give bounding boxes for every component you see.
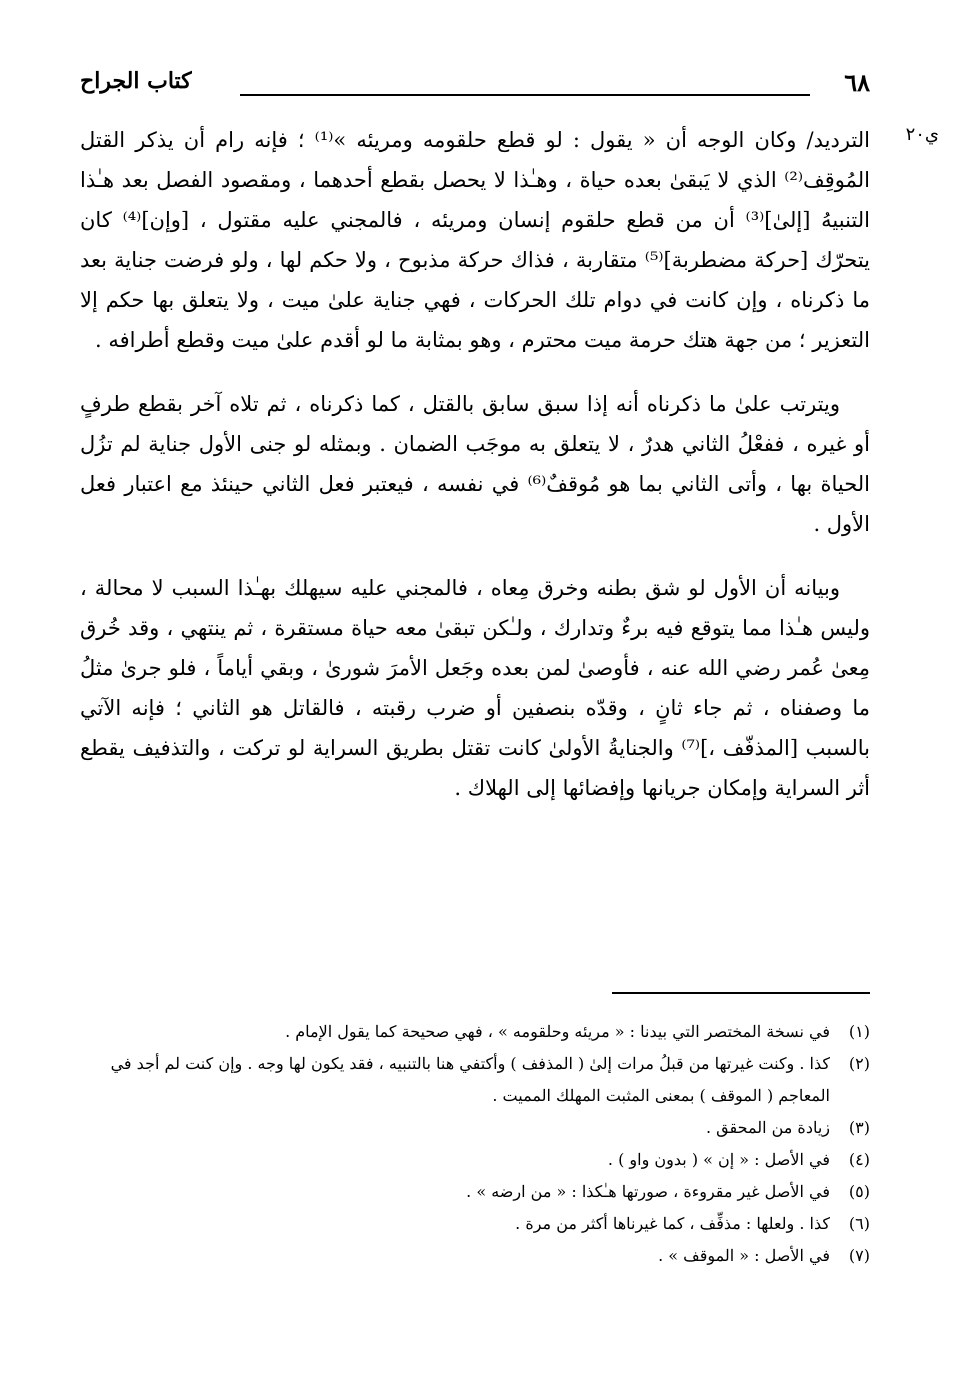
footnote-text: في الأصل غير مقروءة ، صورتها هـٰكذا : « من ارضه » . xyxy=(466,1182,830,1201)
footnote-number: (٤) xyxy=(848,1150,870,1169)
paragraph-1: الترديد/ وكان الوجه أن « يقول : لو قطع حلقومه ومريئه »⁽¹⁾ ؛ فإنه رام أن يذكر القتل المُوقِف⁽²⁾ الذي لا يَبقىٰ بعده حياة ، وهـٰذا لا يحصل بقطع أحدهما ، ومقصود الفصل بعد هـٰذا التنبيهُ [إلىٰ]⁽³⁾ أن من قطع حلقوم إنسان ومريئه ، فالمجني عليه مقتول ، [وإن]⁽⁴⁾ كان يتحرّك [حركة مضطربة]⁽⁵⁾ متقاربة ، فذاك حركة مذبوح ، ولا حكم لها ، ولو فرضت جناية بعد ما ذكرناه ، وإن كانت في دوام تلك الحركات ، فهي جناية علىٰ ميت ، ولا يتعلق بها حكم إلا التعزير ؛ من جهة هتك حرمة ميت محترم ، وهو بمثابة ما لو أقدم علىٰ ميت وقطع أطرافه . xyxy=(80,128,871,352)
footnote-text: زيادة من المحقق . xyxy=(706,1118,830,1137)
footnote-1 xyxy=(80,1016,870,1048)
footnote-text: في نسخة المختصر التي بيدنا : « مريئه وحلقومه » ، فهي صحيحة كما يقول الإمام . xyxy=(285,1022,830,1041)
footnote-text: في الأصل : « إن » ( بدون واو ) . xyxy=(607,1150,830,1169)
margin-manuscript-ref: ي٢٠ xyxy=(905,124,939,145)
footnote-number: (٢) xyxy=(848,1054,870,1073)
paragraph-3: وبيانه أن الأول لو شق بطنه وخرق مِعاه ، فالمجني عليه سيهلك بهـٰذا السبب لا محالة ، وليس هـٰذا مما يتوقع فيه برءٌ وتدارك ، ولـٰكن تبقىٰ معه حياة مستقرة ، ثم ينتهي ، وقد خُرق مِعىٰ عُمر رضي الله عنه ، فأوصىٰ لمن بعده وجَعل الأمرَ شورىٰ ، وبقي أياماً ، فلو جرىٰ مثلُ ما وصفناه ، ثم جاء ثانٍ ، وقدّه بنصفين أو ضرب رقبته ، فالقاتل هو الثاني ؛ فإنه الآتي بالسبب [المذفّف ،]⁽⁷⁾ والجنايةُ الأولىٰ كانت تقتل بطريق السراية لو تركت ، والتذفيف يقطع أثر السراية وإمكان جريانها وإفضائها إلى الهلاك . xyxy=(80,576,870,800)
footnote-7 xyxy=(80,1240,870,1272)
footnote-3 xyxy=(80,1112,870,1144)
footnote-number: (٥) xyxy=(848,1182,870,1201)
footnote-6 xyxy=(80,1208,870,1240)
footnote-5 xyxy=(80,1176,870,1208)
footnote-4 xyxy=(80,1144,870,1176)
header-rule xyxy=(240,94,810,96)
footnote-text: كذا . وكنت غيرتها من قبلُ مرات إلىٰ ( المذفف ) وأكتفي هنا بالتنبيه ، فقد يكون لها وجه . وإن كنت لم أجد في المعاجم ( الموقف ) بمعنى المثبت المهلك المميت . xyxy=(110,1054,830,1105)
footnote-number: (٧) xyxy=(848,1246,870,1265)
footnote-number: (٦) xyxy=(848,1214,870,1233)
footnote-text: كذا . ولعلها : مذفِّف ، كما غيرناها أكثر من مرة . xyxy=(515,1214,830,1233)
book-title: كتاب الجراح xyxy=(80,68,192,94)
paragraph-2: ويترتب علىٰ ما ذكرناه أنه إذا سبق سابق بالقتل ، كما ذكرناه ، ثم تلاه آخر بقطع طرفٍ أو غيره ، ففعْلُ الثاني هدرٌ ، لا يتعلق به موجَب الضمان . وبمثله لو جنى الأول جناية لم تزُل الحياة بها ، وأتى الثاني بما هو مُوقفٌ⁽⁶⁾ في نفسه ، فيعتبر فعل الثاني حينئذ مع اعتبار فعل الأول . xyxy=(80,392,870,536)
footnote-2 xyxy=(80,1048,870,1112)
footnote-number: (١) xyxy=(848,1022,870,1041)
page-number: ٦٨ xyxy=(844,68,870,97)
main-text xyxy=(80,120,870,808)
footnote-separator xyxy=(612,992,870,994)
footnote-number: (٣) xyxy=(848,1118,870,1137)
footnote-text: في الأصل : « الموقف » . xyxy=(658,1246,830,1265)
page-header xyxy=(80,68,870,108)
footnotes xyxy=(80,1016,870,1272)
